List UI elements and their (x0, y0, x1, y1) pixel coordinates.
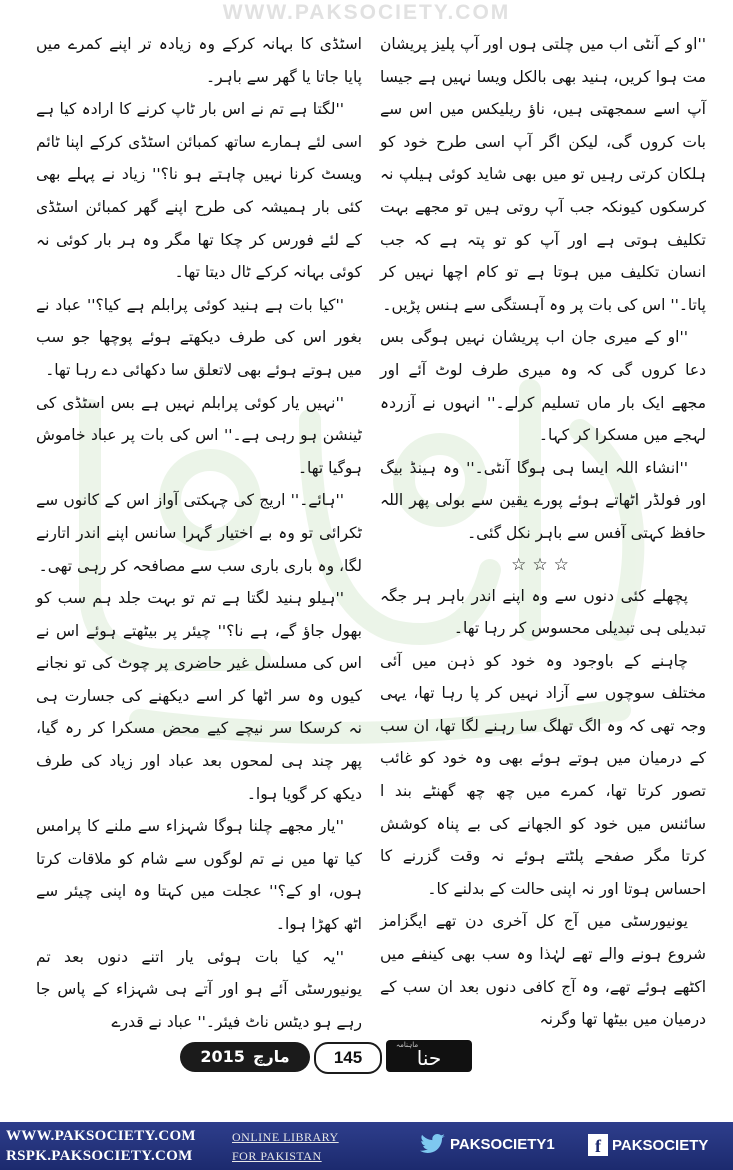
paragraph: ''نہیں یار کوئی پرابلم نہیں ہے بس اسٹڈی کی ٹینشن ہو رہی ہے۔'' اس کی بات پر عباد خاموش ہوگیا تھا۔ (36, 393, 362, 477)
paragraph: ''انشاء اللہ ایسا ہی ہوگا آنٹی۔'' وہ ہینڈ بیگ اور فولڈر اٹھاتے ہوئے پورے یقین سے بولی پھر اللہ حافظ کہتی آفس سے باہر نکل گئی۔ (380, 458, 706, 542)
paragraph: ''یار مجھے چلنا ہوگا شہزاء سے ملنے کا پرامس کیا تھا میں نے تم لوگوں سے شام کو ملاقات کرتا ہوں، او کے؟'' عجلت میں کہتا وہ اپنی چیئر سے اٹھ کھڑا ہوا۔ (36, 817, 362, 934)
site-link-www[interactable]: WWW.PAKSOCIETY.COM (6, 1128, 196, 1144)
magazine-logo (386, 1040, 472, 1072)
top-watermark: WWW.PAKSOCIETY.COM (222, 1, 511, 24)
facebook-link[interactable] (588, 1134, 708, 1156)
issue-year: 2015 (200, 1047, 245, 1066)
twitter-link[interactable] (420, 1134, 555, 1154)
twitter-bird-icon (420, 1134, 446, 1154)
facebook-icon: f (588, 1134, 608, 1156)
paragraph: ''کیا بات ہے ہنید کوئی پرابلم ہے کیا؟'' عباد نے بغور اس کی طرف دیکھتے ہوئے پوچھا جو سب میں ہوتے ہوئے بھی لاتعلق سا دکھائی دے رہا تھا۔ (36, 295, 362, 379)
page-number: 145 (314, 1042, 382, 1074)
paragraph: ''لگتا ہے تم نے اس بار ٹاپ کرنے کا ارادہ کیا ہے اسی لئے ہمارے ساتھ کمبائن اسٹڈی کرکے اپنا ٹائم ویسٹ کرنا نہیں چاہتے ہو نا؟'' زیاد نے پہلے بھی کئی بار ہمیشہ کی طرح اپنے گھر کمبائن اسٹڈی کے لئے فورس کر چکا تھا مگر وہ ہر بار کوئی نہ کوئی بہانہ کرکے ٹال دیتا تھا۔ (36, 100, 362, 282)
paragraph: یونیورسٹی میں آج کل آخری دن تھے ایگزامز شروع ہونے والے تھے لہٰذا وہ سب بھی کینفے میں اکٹھے ہوئے تھے، وہ آج کافی دنوں بعد ان سب کے درمیان میں بیٹھا تھا وگرنہ (380, 912, 706, 1029)
online-library-label: ONLINE LIBRARY (232, 1130, 339, 1144)
page-footer (180, 1036, 570, 1074)
paragraph: اسٹڈی کا بہانہ کرکے وہ زیادہ تر اپنے کمرے میں پایا جاتا یا گھر سے باہر۔ (36, 35, 362, 86)
paragraph: ''او کے آنٹی اب میں چلتی ہوں اور آپ پلیز پریشان مت ہوا کریں، ہنید بھی بالکل ویسا نہیں ہے جیسا آپ اسے سمجھتی ہیں، ناؤ ریلیکس میں اس سے بات کروں گی، لیکن اگر آپ اسی طرح خود کو ہلکان کرتی رہیں تو میں بھی شاید کوئی ہیلپ نہ کرسکوں کیونکہ جب آپ روتی ہیں تو مجھے بہت تکلیف ہوتی ہے اور آپ کو تو پتہ ہے کہ جب انسان تکلیف میں ہوتا ہے تو کام اچھا نہیں کر پاتا۔'' اس کی بات پر وہ آہستگی سے ہنس پڑیں۔ (380, 35, 706, 314)
facebook-handle: PAKSOCIETY (612, 1136, 709, 1154)
paragraph: ''یہ کیا بات ہوئی یار اتنے دنوں بعد تم یونیورسٹی آئے ہو اور آتے ہی شہزاء کے پاس جا رہے ہو دیٹس ناٹ فیئر۔'' عباد نے قدرے (36, 947, 362, 1031)
paragraph: ''او کے میری جان اب پریشان نہیں ہوگی بس دعا کروں گی کہ وہ میری طرف لوٹ آئے اور مجھے ایک بار ماں تسلیم کرلے۔'' انہوں نے آزردہ لہجے میں مسکرا کر کہا۔ (380, 328, 706, 445)
magazine-caption: ماہنامہ (396, 1041, 419, 1049)
right-column (380, 28, 706, 1028)
paragraph: چاہنے کے باوجود وہ خود کو ذہن میں آئی مختلف سوچوں سے آزاد نہیں کر پا رہا تھا، یہی وجہ تھی کہ وہ الگ تھلگ سا رہنے لگا تھا، ان سب کے درمیان میں ہوتے ہوئے بھی وہ خود کو غائب تصور کرتا تھا، کمرے میں چھ چھ گھنٹے بند ا سائنس میں خود کو الجھانے کی بے پناہ کوشش کرتا مگر صفحے پلٹتے ہوئے نہ وقت گزرنے کا احساس ہوتا اور نہ اپنی حالت کے بدلنے کا۔ (380, 651, 706, 898)
issue-month: مارچ (252, 1047, 290, 1066)
paragraph: پچھلے کئی دنوں سے وہ اپنے اندر باہر ہر جگہ تبدیلی ہی تبدیلی محسوس کر رہا تھا۔ (380, 586, 706, 638)
site-link-rspk[interactable]: RSPK.PAKSOCIETY.COM (6, 1148, 193, 1164)
section-divider: ☆☆☆ (511, 554, 575, 575)
bottom-banner (0, 1122, 733, 1170)
issue-date (180, 1042, 310, 1072)
for-pakistan-label: FOR PAKISTAN (232, 1149, 322, 1163)
paragraph: ''ہیلو ہنید لگتا ہے تم تو بہت جلد ہم سب کو بھول جاؤ گے، ہے نا؟'' چیئر پر بیٹھتے ہوئے اس نے اس کی مسلسل غیر حاضری پر چوٹ کی تو نجانے کیوں وہ سر اٹھا کر اسے دیکھنے کی جسارت ہی نہ کرسکا سر نیچے کیے محض مسکرا کر رہ گیا، پھر چند ہی لمحوں بعد عباد اور زیاد کی طرف دیکھ کر گویا ہوا۔ (36, 589, 362, 803)
paragraph: ''ہائے۔'' اریج کی چہکتی آواز اس کے کانوں سے ٹکرائی تو وہ بے اختیار گہرا سانس اپنے اندر اتارنے لگا، وہ باری باری سب سے مصافحہ کر رہی تھی۔ (36, 491, 362, 575)
twitter-handle: PAKSOCIETY1 (450, 1135, 555, 1153)
left-column (36, 28, 362, 1031)
magazine-name: حنا (416, 1046, 442, 1070)
